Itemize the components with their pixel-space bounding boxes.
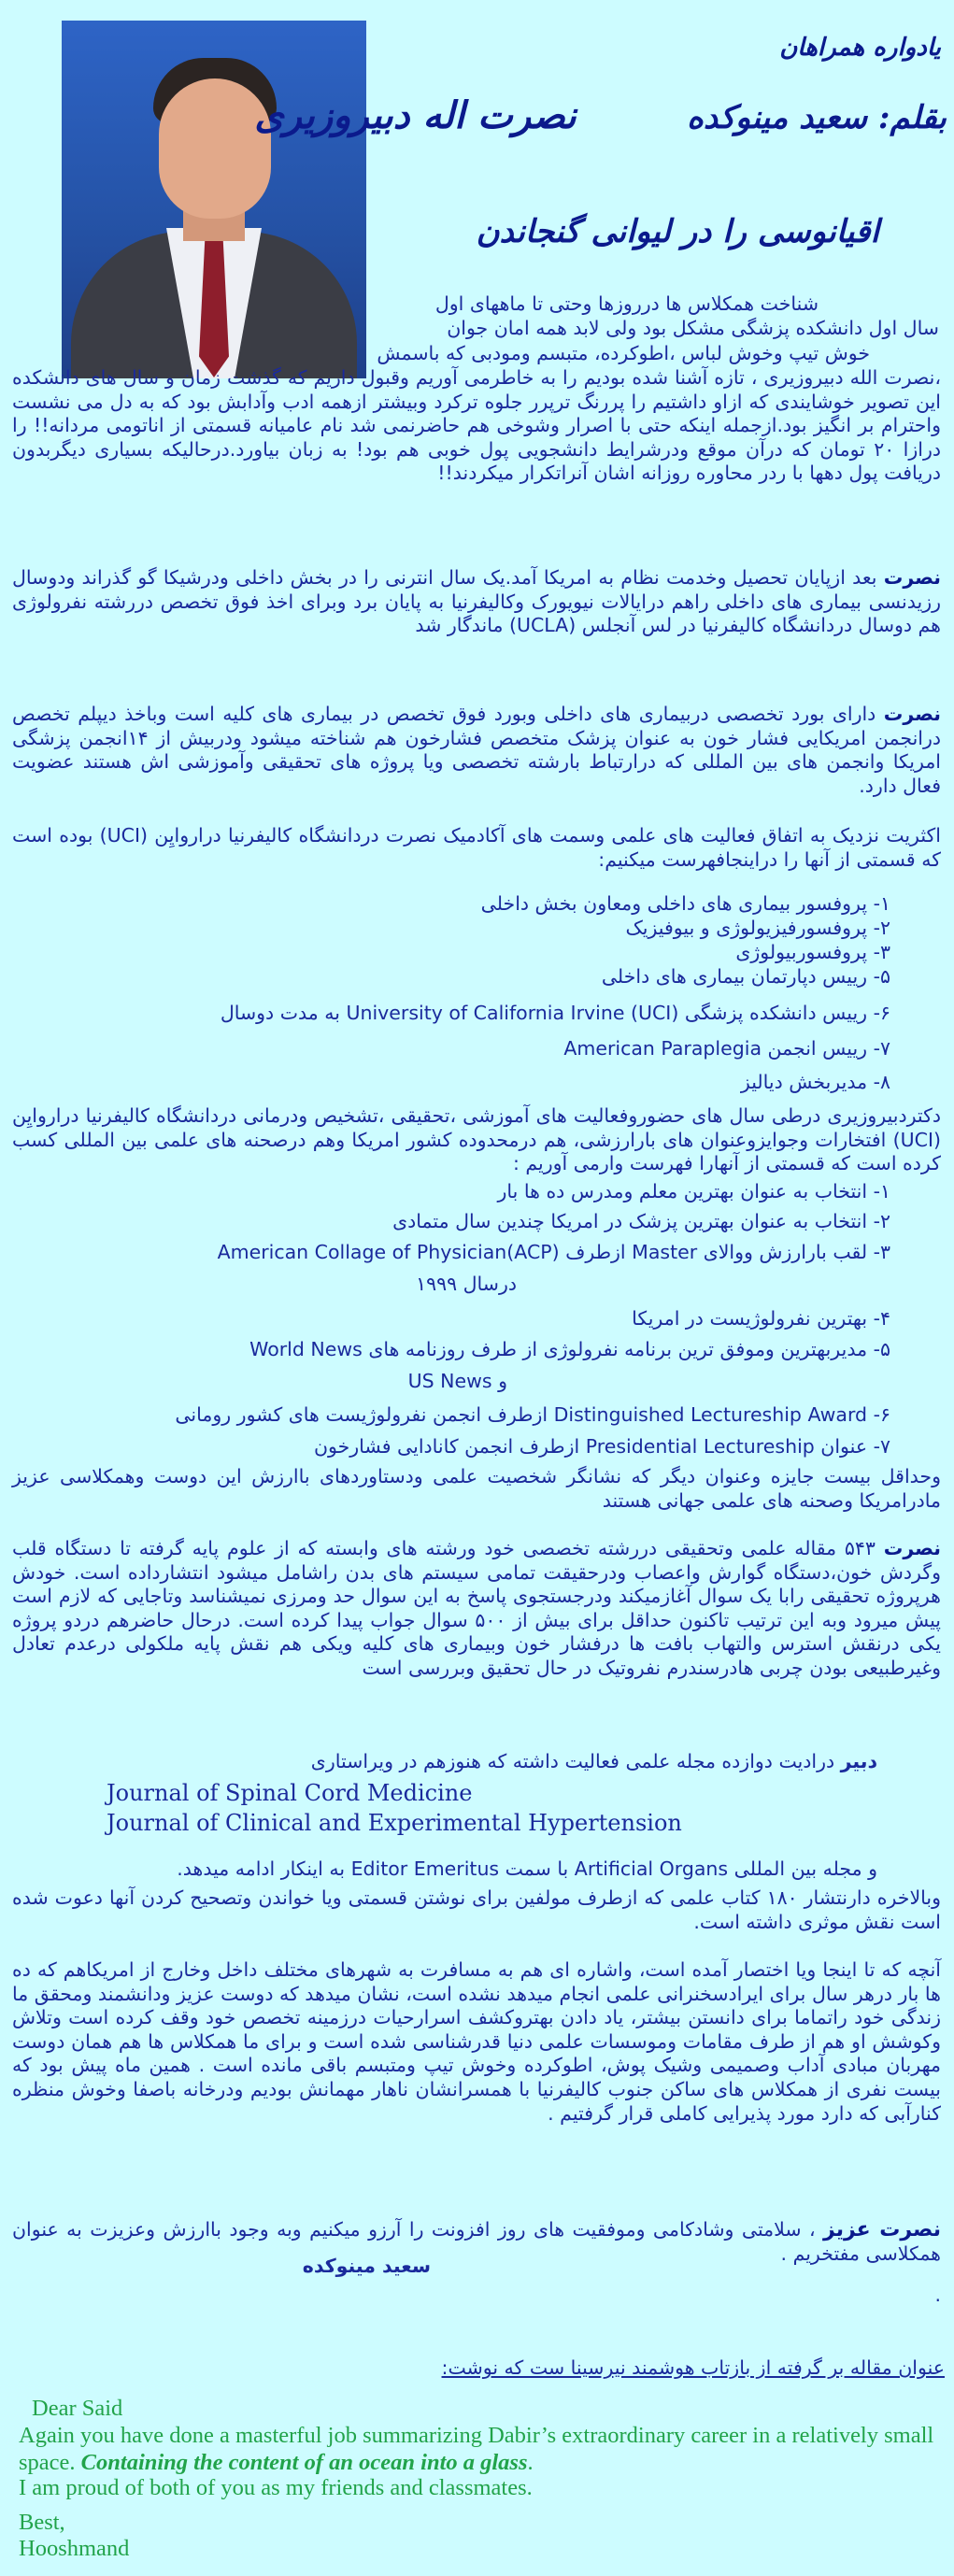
paragraph-7: نصرت ۵۴۳ مقاله علمی وتحقیقی دررشته تخصصی خود ورشته های وابسته که از علوم پایه گرفته تا دستگاه قلب وگردش خون،دستگاه گوارش واعصاب ودرحقیقت تمامی سیستم های بدن راشامل میشود انتشارداده است. خودش هرپروژه تحقیقی رابا یک سوال آغازمیکند ودرجستجوی پاسخ به این سوال حد ومرزی نمیشناسد وتاجایی که لازم است پیش میرود وبه این ترتیب تاکنون حداقل برای بیش از ۵۰۰ سوال جواب پیدا کرده است. درحال حاضرهم دردو پروژه یکی درنقش استرس والتهاب بافت ها درفشار خون وبیماری های کلیه ویکی هم نقش پایه ملکولی درعدم تعادل وغیرطبیعی بودن چربی هادرسندرم نفروتیک در حال تحقیق وبررسی است [12, 1537, 941, 1679]
list1-item: ۶- رییس دانشکده پزشگی University of California Irvine (UCI) به مدت دوسال [220, 1002, 890, 1024]
end-dot: . [934, 2284, 941, 2306]
list2-item: ۳- لقب بارارزش ووالای Master ازطرف American Collage of Physician(ACP) [217, 1241, 890, 1263]
p8-name: دبیر [840, 1750, 877, 1772]
p12-name: نصرت عزیز [823, 2218, 941, 2242]
paragraph-2: نصرت بعد ازپایان تحصیل وخدمت نظام به امریکا آمد.یک سال انترنی را در بخش داخلی ودرشیکا گو گذراند ودوسال رزیدنسی بیماری های داخلی راهم درایالات نیویورک وکالیفرنیا به پایان برد وبرای اخذ فوق تخصص دررشته نفرولوژی هم دوسال دردانشگاه کالیفرنیا در لس آنجلس (UCLA) ماندگار شد [12, 566, 941, 637]
list1-item: ۵- رییس دپارتمان بیماری های داخلی [601, 965, 890, 988]
p1-line-3: خوش تیپ وخوش لباس ،اطوکرده، متبسم ومودبی که باسمش [377, 342, 870, 364]
list1-item: ۲- پروفسورفیزیولوژی و بیوفیزیک [625, 917, 890, 939]
series-title: یادواره همراهان [779, 34, 941, 62]
paragraph-4: اکثریت نزدیک به اتفاق فعالیت های علمی وسمت های آکادمیک نصرت دردانشگاه کالیفرنیا دراروایِن (UCI) بوده است که قسمتی از آنها را دراینجافهرست میکنیم: [12, 824, 941, 871]
list2-item: ۷- عنوان Presidential Lectureship ازطرف انجمن کانادایی فشارخون [313, 1435, 890, 1458]
paragraph-10: وبالاخره دارنتشار ۱۸۰ کتاب علمی که ازطرف مولفین برای نوشتن قسمتی ویا خواندن وتصحیح کردن آنها دعوت شده است نقش موثری داشته است. [12, 1886, 941, 1933]
list2-item: ۶- Distinguished Lectureship Award ازطرف انجمن نفرولوژیست های کشور رومانی [175, 1403, 890, 1426]
list2-item: ۴- بهترین نفرولوژیست در امریکا [632, 1307, 890, 1330]
byline [254, 93, 947, 137]
p7-name: نصرت [883, 1537, 941, 1559]
paragraph-8: دبیر درادیت دوازده مجله علمی فعالیت داشته که هنوزهم در ویراستاری [310, 1750, 877, 1772]
author-prefix: بقلم: سعید مینوکده [687, 99, 947, 136]
p3-name: نصرت [883, 703, 941, 725]
paragraph-9: و مجله بین المللی Artificial Organs با سمت Editor Emeritus به اینکار ادامه میدهد. [177, 1857, 877, 1880]
paragraph-12: نصرت عزیز ، سلامتی وشادکامی وموفقیت های روز افزونت را آرزو میکنیم وبه وجود باارزش وعزیزت به عنوان همکلاسی مفتخریم . [12, 2218, 941, 2265]
paragraph-5: دکتردبیروزیری درطی سال های حضوروفعالیت های آموزشی ،تحقیقی ،تشخیص ودرمانی دردانشگاه کالیفرنیا دراروایِن (UCI) افتخارات وجوایزوعنوان های بارارزشی، هم درمحدوده کشور امریکا وهم درصحنه های علمی بین المللی کسب کرده است که قسمتی از آنهارا فهرست وارمی آوریم : [12, 1104, 941, 1175]
signature: سعید مینوکده [302, 2255, 431, 2277]
note-title: عنوان مقاله بر گرفته از بازتاب هوشمند نیرسینا ست که نوشت: [441, 2356, 945, 2379]
journal-1: Journal of Spinal Cord Medicine [107, 1780, 473, 1806]
journal-2: Journal of Clinical and Experimental Hypertension [107, 1810, 682, 1836]
author-photo [62, 21, 366, 378]
note-quote: Containing the content of an ocean into a glass [80, 2449, 528, 2475]
p1-line-1: شناخت همکلاس ها درروزها وحتی تا ماههای اول [434, 292, 819, 315]
p2-name: نصرت [883, 566, 941, 589]
list2-item: ۱- انتخاب به عنوان بهترین معلم ومدرس ده ها بار [497, 1180, 890, 1203]
note-sender: Hooshmand [19, 2536, 130, 2561]
paragraph-1: ،نصرت الله دبیروزیری ، تازه آشنا شده بودیم را به خاطرمی آوریم وقبول داریم که گذشت زمان و سال های دانشکده این تصویر خوشایندی که ازاو داشتیم را پررنگ ترپرر جلوه ترکرد وبیشتر ازهمه ادب وآدابش بود که به دل می نشست واحترام بر انگیز بود.ازجمله اینکه حتی با اصرار وشوخی هم حاضرنمی شد نام عامیانه قسمتی از اناتومی مردانه!! را درازا ۲۰ تومان که درآن موقع ودرشرایط دانشجویی پول خوبی هم بود! به زبان بیاورد.درحالیکه بسیاری دیگربدون دریافت پول دهها با ردر محاوره روزانه اشان آنراتکرار میکردند!! [12, 366, 941, 485]
subject-name: نصرت اله دبیروزیری [254, 93, 577, 137]
p1-line-2: سال اول دانشکده پزشگی مشکل بود ولی لابد همه امان جوان [447, 317, 939, 339]
paragraph-11: آنچه که تا اینجا ویا اختصار آمده است، واشاره ای هم به مسافرت به شهرهای مختلف داخل وخارج از امریکاهم که ده ها بار درهر سال برای ایرادسخنرانی علمی انجام میدهد نشده است، نشان میدهد که دوست عزیز ودانشمند ومحقق ما زندگی خود راتماما برای دانستن بیشتر، یاد دادن بهتروکشف اسرارحیات درزمینه تخصص خود وقف کرده است وتلاش وکوشش او هم از طرف مقامات وموسسات علمی دنیا قدرشناسی شده است و برای ما همکلاس ها هم همان دوست مهربان مبادی آداب وصمیمی وشیک پوش، اطوکرده وخوش تیپ ومتبسم باقی مانده است . همین ماه پیش بود که بیست نفری از همکلاس های ساکن جنوب کالیفرنیا با همسرانشان ناهار مهمانش بودیم ودرخانه باصفا وخوش منظره کنارآبی که دارد مورد پذیرایی کاملی قرار گرفتیم . [12, 1958, 941, 2125]
list2-item: و US News [407, 1370, 507, 1392]
list2-item: ۵- مدیربهترین وموفق ترین برنامه نفرولوژی از طرف روزنامه های World News [249, 1338, 890, 1360]
list1-item: ۱- پروفسور بیماری های داخلی ومعاون بخش داخلی [480, 892, 890, 915]
list1-item: ۳- پروفسوربیولوژی [735, 941, 890, 963]
list1-item: ۸- مدیربخش دیالیز [740, 1071, 890, 1093]
note-closing: Best, [19, 2510, 65, 2535]
paragraph-3: نصرت دارای بورد تخصصی دربیماری های داخلی وبورد فوق تخصص در بیماری های کلیه است وباخذ دیپلم تخصص درانجمن امریکایی فشار خون به عنوان پزشک متخصص فشارخون هم شناخته میشود ودربیش از ۱۴انجمن پزشگی امریکا وانجمن های بین المللی که درارتباط بارشته تخصصی ویا پروژه های تحقیقی وآموزشی اش هستند عضویت فعال دارد. [12, 703, 941, 797]
note-line-2: I am proud of both of you as my friends and classmates. [19, 2475, 533, 2500]
note-greeting: Dear Said [32, 2396, 123, 2421]
list2-item: درسال ۱۹۹۹ [416, 1273, 517, 1295]
note-body: Again you have done a masterful job summarizing Dabir’s extraordinary career in a relatively small space. Containing the content of an ocean into a glass. [19, 2423, 934, 2475]
list2-item: ۲- انتخاب به عنوان بهترین پزشک در امریکا چندین سال متمادی [392, 1210, 890, 1232]
list1-item: ۷- رییس انجمن American Paraplegia [563, 1037, 890, 1060]
article-subtitle: اقیانوسی را در لیوانی گنجاندن [476, 213, 879, 250]
paragraph-6: وحداقل بیست جایزه وعنوان دیگر که نشانگر شخصیت علمی ودستاوردهای باارزش این دوست وهمکلاسی عزیز مادرامریکا وصحنه های علمی جهانی هستند [12, 1465, 941, 1512]
